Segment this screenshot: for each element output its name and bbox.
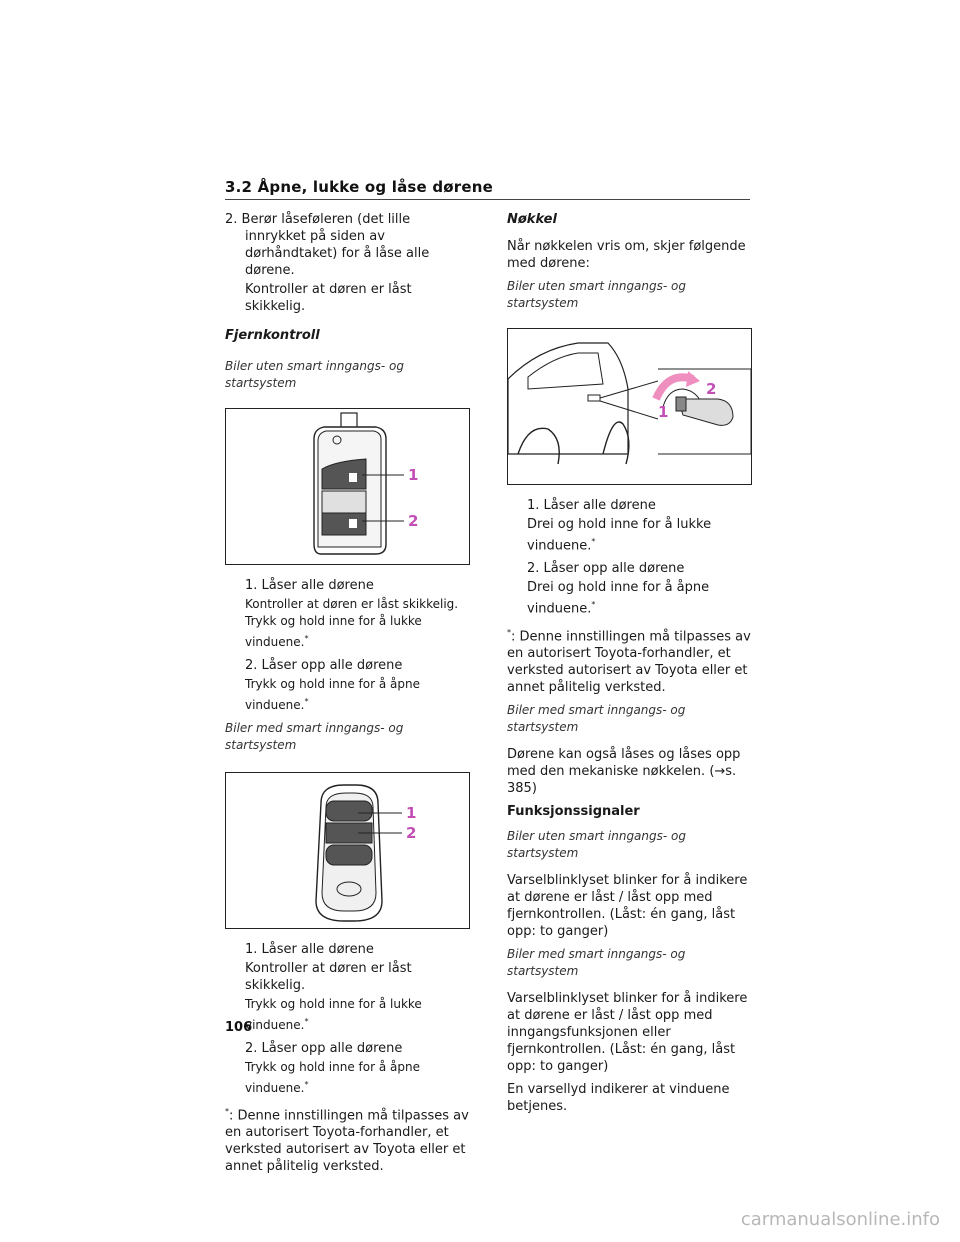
header-rule [225, 199, 750, 200]
left-column [225, 211, 470, 1181]
condition-label: Biler uten smart inngangs- og startsystem [507, 279, 686, 310]
door-key-illustration [508, 329, 751, 484]
condition-label: Biler med smart inngangs- og startsystem [225, 721, 404, 752]
condition-label: Biler uten smart inngangs- og startsystem [225, 359, 404, 390]
callout-1: 1 [658, 403, 669, 421]
list-item-label: 1. Låser alle dørene [527, 498, 656, 513]
figure-door-key [507, 328, 752, 485]
list-item-sub: Kontroller at døren er låst skikkelig. [245, 961, 412, 993]
remote-heading: Fjernkontroll [225, 328, 320, 343]
key-intro: Når nøkkelen vris om, skjer følgende med dørene: [507, 239, 746, 271]
smart-key-illustration [226, 773, 469, 928]
condition-label: Biler med smart inngangs- og startsystem [507, 946, 686, 978]
list-item-sub: Trykk og hold inne for å åpne vinduene.* [245, 677, 420, 712]
list-item-label: 2. Låser opp alle dørene [245, 658, 403, 673]
signals-text: En varsellyd indikerer at vinduene betjenes. [507, 1081, 730, 1114]
list-item-label: 2. Låser opp alle dørene [527, 561, 685, 577]
condition-label: Biler uten smart inngangs- og startsystem [507, 828, 686, 860]
footnote: *: Denne innstillingen må tilpasses av en autorisert Toyota-forhandler, et verksted autorisert av Toyota eller et annet pålitelig verksted. [225, 1107, 469, 1175]
list-item-label: 1. Låser alle dørene [245, 942, 374, 957]
list-item-sub: Drei og hold inne for å lukke vinduene.* [527, 517, 712, 554]
flip-key-illustration [226, 409, 469, 564]
item2-sub: Kontroller at døren er låst skikkelig. [245, 282, 412, 314]
list-item-sub: Trykk og hold inne for å lukke vinduene.* [245, 997, 422, 1032]
page-number: 106 [225, 1020, 253, 1035]
list-item-sub: Kontroller at døren er låst skikkelig. Trykk og hold inne for å lukke vinduene.* [245, 597, 459, 649]
key-heading: Nøkkel [507, 212, 557, 227]
list2 [225, 941, 470, 1097]
watermark: carmanualsonline.info [740, 1209, 940, 1230]
figure-smart-key [225, 772, 470, 929]
callout-2: 2 [406, 824, 417, 842]
item2-label: 2. Berør låseføleren (det lille innrykket på siden av dørhåndtaket) for å låse alle dørene. [225, 212, 430, 278]
callout-1: 1 [408, 466, 419, 484]
footnote: *: Denne innstillingen må tilpasses av en autorisert Toyota-forhandler, et verksted autorisert av Toyota eller et annet pålitelig verksted. [507, 627, 751, 695]
list1 [225, 577, 470, 714]
list-item-sub: Drei og hold inne for å åpne vinduene.* [527, 580, 710, 617]
figure-flip-key-remote [225, 408, 470, 565]
list-item-label: 1. Låser alle dørene [245, 578, 374, 593]
callout-2: 2 [706, 380, 717, 398]
signals-text: Varselblinklyset blinker for å indikere at dørene er låst / låst opp med inngangsfunksjonen eller fjernkontrollen. (Låst: én gang, låst opp: to ganger) [507, 990, 748, 1074]
right-column [507, 211, 752, 1121]
signals-heading: Funksjonssignaler [507, 803, 640, 819]
mechanical-key-text: Dørene kan også låses og låses opp med den mekaniske nøkkelen. (→s. 385) [507, 746, 741, 796]
signals-text: Varselblinklyset blinker for å indikere at dørene er låst / låst opp med fjernkontrollen. (Låst: én gang, låst opp: to ganger) [507, 872, 748, 939]
key-list [507, 497, 752, 618]
list-item-label: 2. Låser opp alle dørene [245, 1041, 403, 1056]
callout-1: 1 [406, 804, 417, 822]
list-item-sub: Trykk og hold inne for å åpne vinduene.* [245, 1060, 420, 1095]
condition-label: Biler med smart inngangs- og startsystem [507, 702, 686, 734]
section-title: 3.2 Åpne, lukke og låse dørene [225, 178, 493, 196]
callout-2: 2 [408, 512, 419, 530]
